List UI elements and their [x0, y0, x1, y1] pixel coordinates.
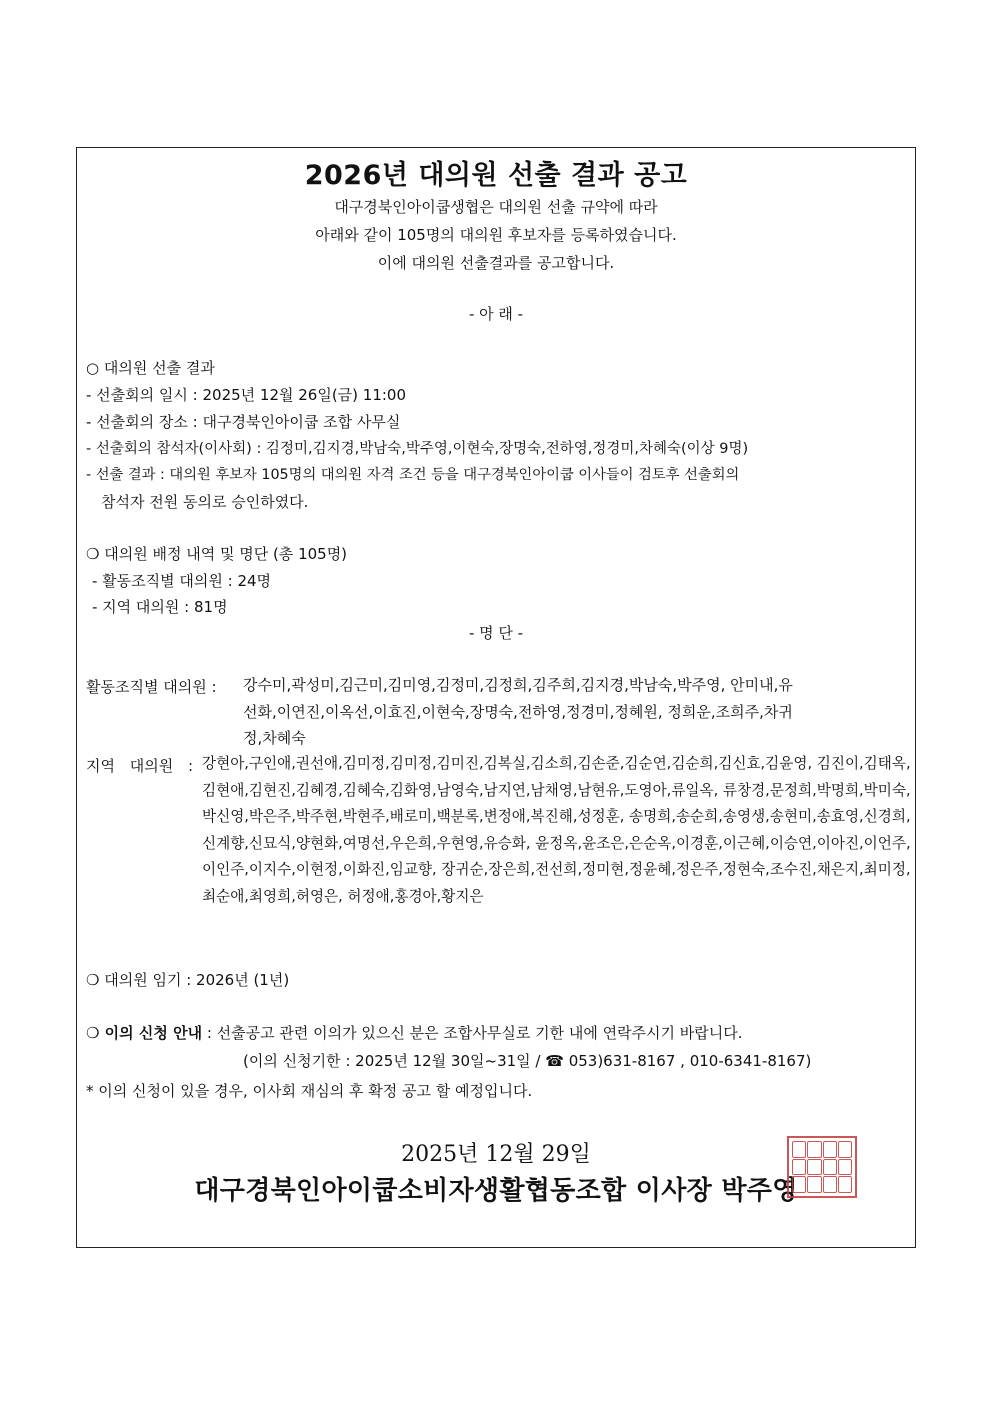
notice-title: 2026년 대의원 선출 결과 공고: [304, 160, 688, 191]
term-line: ❍ 대의원 임기 : 2026년 (1년): [86, 971, 290, 989]
intro-line-1: 대구경북인아이쿱생협은 대의원 선출 규약에 따라: [334, 198, 658, 216]
activity-reps-names: 강수미,곽성미,김근미,김미영,김정미,김정희,김주희,김지경,박남숙,박주영, 안미내,유선화,이연진,이옥선,이효진,이현숙,장명숙,전하영,정경미,정혜원, 정희운,조희주,차귀정,차혜숙: [243, 676, 793, 747]
objection-line: [86, 1022, 743, 1043]
result-attendees-line: - 선출회의 참석자(이사회) : 김정미,김지경,박남숙,박주영,이현숙,장명숙,전하영,정경미,차혜숙(이상 9명): [86, 441, 749, 457]
result-outcome-line: - 선출 결과 : 대의원 후보자 105명의 대의원 자격 조건 등을 대구경북인아이쿱 이사들이 검토후 선출회의: [86, 467, 740, 483]
seal-stamp-icon: [787, 1136, 857, 1198]
below-marker: - 아 래 -: [468, 305, 524, 323]
result-heading: ○ 대의원 선출 결과: [86, 359, 215, 377]
list-marker: - 명 단 -: [468, 624, 524, 642]
regional-reps-names: 강현아,구인애,권선애,김미정,김미정,김미진,김복실,김소희,김손준,김순연,김순희,김신효,김윤영, 김진이,김태옥,김현애,김현진,김혜경,김혜숙,김화영,남영숙,남지연,남채영,남현유,도영아,류일옥, 류창경,문정희,박명희,박미숙,박신영,박은주,박주현,박현주,배로미,백분록,변정애,복진해,성정훈, 송명희,송순희,송영생,송현미,송효영,신경희,신계향,신묘식,양현화,여명선,우은희,우현영,유승화, 윤정옥,윤조은,은순옥,이경훈,이근혜,이승연,이아진,이언주,이인주,이지수,이현정,이화진,임교향, 장귀순,장은희,전선희,정미현,정윤혜,정은주,정현숙,조수진,채은지,최미정,최순애,최영희,허영은, 허정애,홍경아,황지은: [202, 755, 911, 905]
allocation-heading: ❍ 대의원 배정 내역 및 명단 (총 105명): [86, 545, 348, 563]
allocation-activity-line: - 활동조직별 대의원 : 24명: [92, 572, 272, 590]
objection-text: : 선출공고 관련 이의가 있으신 분은 조합사무실로 기한 내에 연락주시기 바랍니다.: [206, 1024, 743, 1042]
allocation-regional-line: - 지역 대의원 : 81명: [92, 598, 228, 616]
objection-period: (이의 신청기한 : 2025년 12월 30일~31일 / ☎ 053)631-8167 , 010-6341-8167): [243, 1052, 812, 1070]
intro-line-3: 이에 대의원 선출결과를 공고합니다.: [377, 254, 615, 272]
signer-line: 대구경북인아이쿱소비자생활협동조합 이사장 박주영: [194, 1176, 798, 1206]
notice-date: 2025년 12월 29일: [401, 1142, 591, 1167]
regional-reps-label: 지역 대의원 :: [86, 757, 194, 775]
result-date-line: - 선출회의 일시 : 2025년 12월 26일(금) 11:00: [86, 386, 407, 404]
result-outcome-cont: 참석자 전원 동의로 승인하였다.: [101, 493, 309, 511]
notice-box: [76, 147, 916, 1248]
activity-reps-label: 활동조직별 대의원 :: [86, 678, 217, 696]
intro-line-2: 아래와 같이 105명의 대의원 후보자를 등록하였습니다.: [315, 226, 677, 244]
result-place-line: - 선출회의 장소 : 대구경북인아이쿱 조합 사무실: [86, 413, 401, 431]
footnote: * 이의 신청이 있을 경우, 이사회 재심의 후 확정 공고 할 예정입니다.: [86, 1082, 533, 1100]
objection-heading: ❍ 이의 신청 안내: [86, 1024, 203, 1042]
